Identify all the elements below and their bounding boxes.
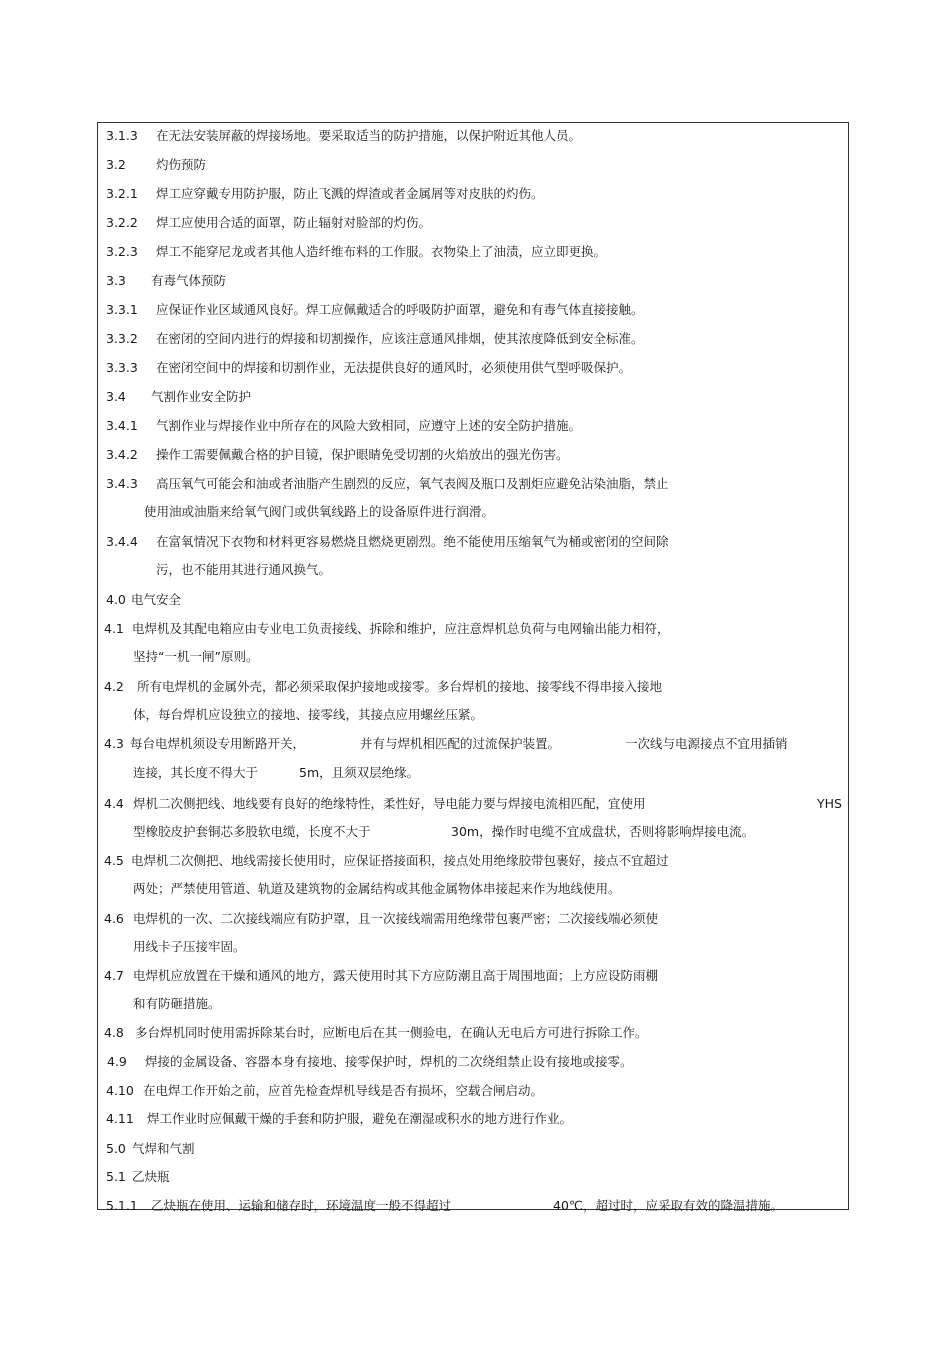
section-number: 3.2.2 xyxy=(106,215,138,230)
line-text: 多台焊机同时使用需拆除某台时，应断电后在其一侧验电，在确认无电后方可进行拆除工作。 xyxy=(135,1025,648,1040)
section-number: 4.10 xyxy=(106,1083,134,1098)
line-text: 使用油或油脂来给氧气阀门或供氧线路上的设备原件进行润滑。 xyxy=(144,504,495,519)
section-number: 3.3.2 xyxy=(106,331,138,346)
line-text: 连接，其长度不得大于 xyxy=(133,765,259,780)
section-number: 4.4 xyxy=(104,796,124,811)
line-text: 电焊机及其配电箱应由专业电工负责接线、拆除和维护，应注意焊机总负荷与电网输出能力相符， xyxy=(132,621,670,636)
section-number: 3.1.3 xyxy=(106,128,138,143)
section-number: 3.2.3 xyxy=(106,244,138,259)
line-text-segment: 一次线与电源接点不宜用插销 xyxy=(625,736,788,751)
section-number: 4.1 xyxy=(104,621,124,636)
line-text: 每台电焊机须设专用断路开关， xyxy=(130,736,306,751)
section-number: 3.2 xyxy=(106,157,126,172)
line-text: 所有电焊机的金属外壳，都必须采取保护接地或接零。多台焊机的接地、接零线不得串接入接地 xyxy=(137,679,663,694)
section-number: 4.3 xyxy=(104,736,124,751)
line-text: 焊机二次侧把线、地线要有良好的绝缘特性，柔性好，导电能力要与焊接电流相匹配，宜使用 xyxy=(133,796,646,811)
section-number: 3.4 xyxy=(106,389,126,404)
line-text: 电焊机二次侧把、地线需接长使用时，应保证搭接面积，接点处用绝缘胶带包裹好，接点不宜超过 xyxy=(131,853,669,868)
section-number: 5.1.1 xyxy=(106,1198,138,1213)
line-text: 和有防砸措施。 xyxy=(133,996,221,1011)
line-text: 焊工作业时应佩戴干燥的手套和防护服，避免在潮湿或积水的地方进行作业。 xyxy=(147,1111,573,1126)
section-number: 4.2 xyxy=(104,679,124,694)
line-text: 用线卡子压接牢固。 xyxy=(133,939,246,954)
line-text: 乙炔瓶在使用、运输和储存时，环境温度一般不得超过 xyxy=(151,1198,452,1213)
line-text: 气割作业与焊接作业中所存在的风险大致相同，应遵守上述的安全防护措施。 xyxy=(156,418,582,433)
line-text-segment: 并有与焊机相匹配的过流保护装置。 xyxy=(360,736,561,751)
line-text: 焊接的金属设备、容器本身有接地、接零保护时，焊机的二次绕组禁止设有接地或接零。 xyxy=(145,1054,633,1069)
line-text: 在密闭的空间内进行的焊接和切割操作，应该注意通风排烟，使其浓度降低到安全标准。 xyxy=(156,331,644,346)
section-number: 4.6 xyxy=(104,911,124,926)
section-number: 3.4.4 xyxy=(106,534,138,549)
line-text: 焊工不能穿尼龙或者其他人造纤维布料的工作服。衣物染上了油渍，应立即更换。 xyxy=(156,244,607,259)
line-text: 气焊和气割 xyxy=(132,1141,195,1156)
line-text: 有毒气体预防 xyxy=(151,273,227,288)
line-text: 在密闭空间中的焊接和切割作业，无法提供良好的通风时，必须使用供气型呼吸保护。 xyxy=(156,360,632,375)
line-text: 气割作业安全防护 xyxy=(151,389,252,404)
line-text: 两处；严禁使用管道、轨道及建筑物的金属结构或其他金属物体串接起来作为地线使用。 xyxy=(133,881,621,896)
line-text-segment: 40℃，超过时，应采取有效的降温措施。 xyxy=(553,1198,783,1213)
line-text: 电焊机应放置在干燥和通风的地方，露天使用时其下方应防潮且高于周围地面；上方应设防雨棚 xyxy=(133,968,659,983)
section-number: 4.8 xyxy=(104,1025,124,1040)
line-text: 在无法安装屏蔽的焊接场地。要采取适当的防护措施，以保护附近其他人员。 xyxy=(156,128,582,143)
line-text: 型橡胶皮护套铜芯多股软电缆，长度不大于 xyxy=(133,824,371,839)
line-text: 电气安全 xyxy=(131,592,182,607)
line-text: 灼伤预防 xyxy=(156,157,207,172)
section-number: 5.1 xyxy=(106,1169,126,1184)
section-number: 3.4.3 xyxy=(106,476,138,491)
line-text: 操作工需要佩戴合格的护目镜，保护眼睛免受切割的火焰放出的强光伤害。 xyxy=(156,447,569,462)
section-number: 4.9 xyxy=(107,1054,127,1069)
line-text: 焊工应穿戴专用防护服，防止飞溅的焊渣或者金属屑等对皮肤的灼伤。 xyxy=(156,186,544,201)
line-text: 体，每台焊机应设独立的接地、接零线，其接点应用螺丝压紧。 xyxy=(133,707,484,722)
section-number: 5.0 xyxy=(106,1141,126,1156)
line-text-segment: 30m，操作时电缆不宜成盘状，否则将影响焊接电流。 xyxy=(451,824,755,839)
line-text-segment: YHS xyxy=(817,796,842,811)
line-text: 焊工应使用合适的面罩，防止辐射对脸部的灼伤。 xyxy=(156,215,432,230)
section-number: 3.3.1 xyxy=(106,302,138,317)
section-number: 3.3 xyxy=(106,273,126,288)
section-number: 3.4.2 xyxy=(106,447,138,462)
line-text: 在富氧情况下衣物和材料更容易燃烧且燃烧更剧烈。绝不能使用压缩氧气为桶或密闭的空间除 xyxy=(156,534,669,549)
section-number: 3.3.3 xyxy=(106,360,138,375)
line-text: 应保证作业区域通风良好。焊工应佩戴适合的呼吸防护面罩，避免和有毒气体直接接触。 xyxy=(156,302,644,317)
line-text: 在电焊工作开始之前，应首先检查焊机导线是否有损坏，空载合闸启动。 xyxy=(143,1083,544,1098)
line-text: 坚持“一机一闸”原则。 xyxy=(133,649,259,664)
section-number: 4.7 xyxy=(104,968,124,983)
line-text: 乙炔瓶 xyxy=(132,1169,170,1184)
section-number: 4.11 xyxy=(106,1111,134,1126)
line-text: 电焊机的一次、二次接线端应有防护罩，且一次接线端需用绝缘带包裹严密；二次接线端必须使 xyxy=(133,911,659,926)
line-text: 污，也不能用其进行通风换气。 xyxy=(156,562,332,577)
section-number: 3.2.1 xyxy=(106,186,138,201)
line-text: 高压氧气可能会和油或者油脂产生剧烈的反应，氧气表阀及瓶口及割炬应避免沾染油脂，禁止 xyxy=(156,476,669,491)
section-number: 4.5 xyxy=(104,853,124,868)
section-number: 3.4.1 xyxy=(106,418,138,433)
line-text-segment: 5m，且须双层绝缘。 xyxy=(299,765,420,780)
section-number: 4.0 xyxy=(106,592,126,607)
